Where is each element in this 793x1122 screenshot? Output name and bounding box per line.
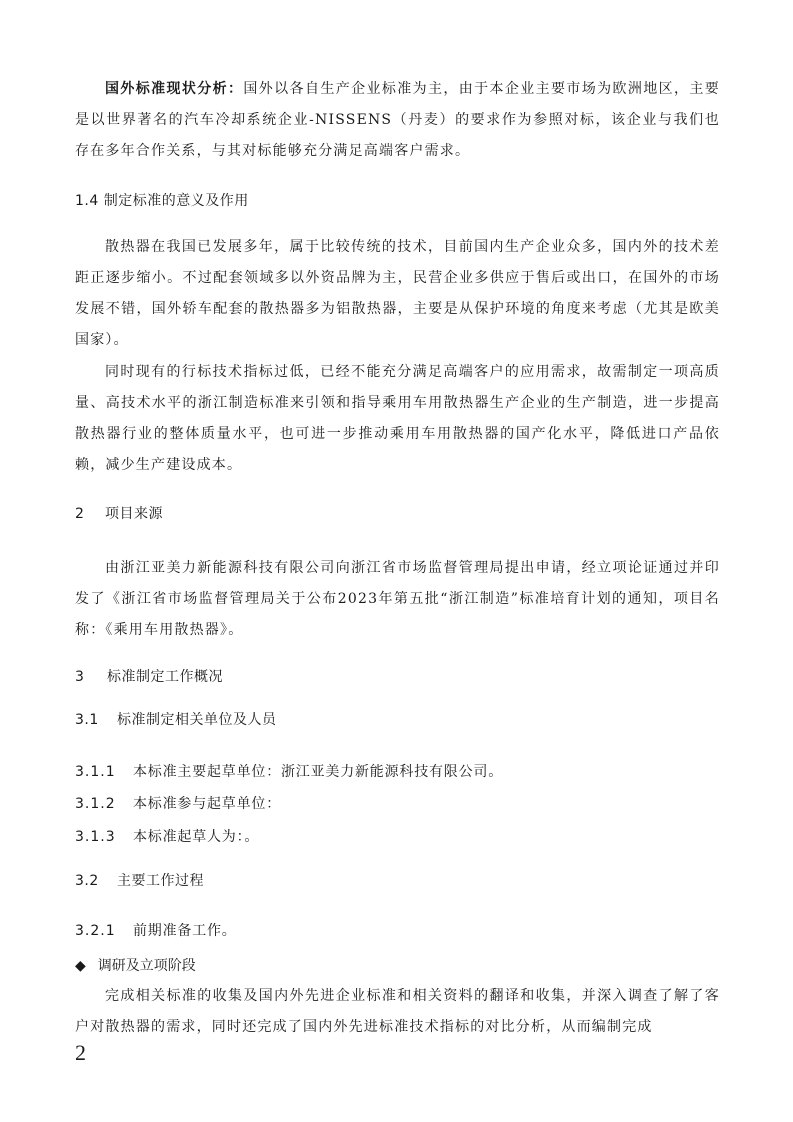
heading-3-2-title: 主要工作过程 xyxy=(117,873,204,889)
foreign-standards-lead: 国外标准现状分析： xyxy=(105,81,244,97)
subsection-3-1-2-text: 本标准参与起草单位： xyxy=(133,796,281,812)
heading-3-2-number: 3.2 xyxy=(75,873,99,889)
significance-paragraph-1: 散热器在我国已发展多年，属于比较传统的技术，目前国内生产企业众多，国内外的技术差距正逐步缩小。不过配套领域多以外资品牌为主，民营企业多供应于售后或出口，在国外的市场发展不错，国外轿车配套的散热器多为铝散热器，主要是从保护环境的角度来考虑（尤其是欧美国家）。 xyxy=(75,239,720,348)
foreign-standards-paragraph xyxy=(75,74,720,167)
heading-3-1 xyxy=(75,709,277,729)
subsection-3-2-1-number: 3.2.1 xyxy=(75,923,116,939)
heading-2-title: 项目来源 xyxy=(105,506,163,522)
diamond-bullet-icon: ◆ xyxy=(75,958,86,974)
subsection-3-1-3-text: 本标准起草人为：。 xyxy=(133,829,260,845)
subsection-3-1-1-text: 本标准主要起草单位：浙江亚美力新能源科技有限公司。 xyxy=(133,764,503,780)
subsection-3-1-1-number: 3.1.1 xyxy=(75,764,116,780)
heading-2-number: 2 xyxy=(75,506,85,522)
heading-2 xyxy=(75,503,163,523)
research-paragraph: 完成相关标准的收集及国内外先进企业标准和相关资料的翻译和收集，并深入调查了解了客户对散热器的需求，同时还完成了国内外先进标准技术指标的对比分析，从而编制完成 xyxy=(75,988,720,1035)
heading-3-1-number: 3.1 xyxy=(75,712,99,728)
subsection-3-2-1-text: 前期准备工作。 xyxy=(133,923,237,939)
heading-3-2 xyxy=(75,870,204,890)
project-source-paragraph: 由浙江亚美力新能源科技有限公司向浙江省市场监督管理局提出申请，经立项论证通过并印发了《浙江省市场监督管理局关于公布2023年第五批“浙江制造”标准培育计划的通知，项目名称：《乘用车用散热器》。 xyxy=(75,560,720,638)
subsection-3-1-2-number: 3.1.2 xyxy=(75,796,116,812)
subsection-3-1-1 xyxy=(75,761,503,781)
foreign-standards-body: 国外以各自生产企业标准为主，由于本企业主要市场为欧洲地区，主要是以世界著名的汽车冷却系统企业-NISSENS（丹麦）的要求作为参照对标，该企业与我们也存在多年合作关系，与其对标能够充分满足高端客户需求。 xyxy=(75,81,720,159)
heading-3-1-title: 标准制定相关单位及人员 xyxy=(117,712,277,728)
heading-3 xyxy=(75,666,223,686)
page-number: 2 xyxy=(75,1040,86,1065)
heading-1-4: 1.4 制定标准的意义及作用 xyxy=(75,193,249,209)
subsection-3-1-3-number: 3.1.3 xyxy=(75,829,116,845)
significance-paragraph-2: 同时现有的行标技术指标过低，已经不能充分满足高端客户的应用需求，故需制定一项高质量、高技术水平的浙江制造标准来引领和指导乘用车用散热器生产企业的生产制造，进一步提高散热器行业的整体质量水平，也可进一步推动乘用车用散热器的国产化水平，降低进口产品依赖，减少生产建设成本。 xyxy=(75,364,720,473)
subsection-3-1-2 xyxy=(75,793,281,813)
research-bullet-text: 调研及立项阶段 xyxy=(97,958,196,974)
subsection-3-1-3 xyxy=(75,826,259,846)
research-bullet xyxy=(75,955,196,975)
heading-3-number: 3 xyxy=(75,669,85,685)
heading-3-title: 标准制定工作概况 xyxy=(107,669,223,685)
subsection-3-2-1 xyxy=(75,920,237,940)
